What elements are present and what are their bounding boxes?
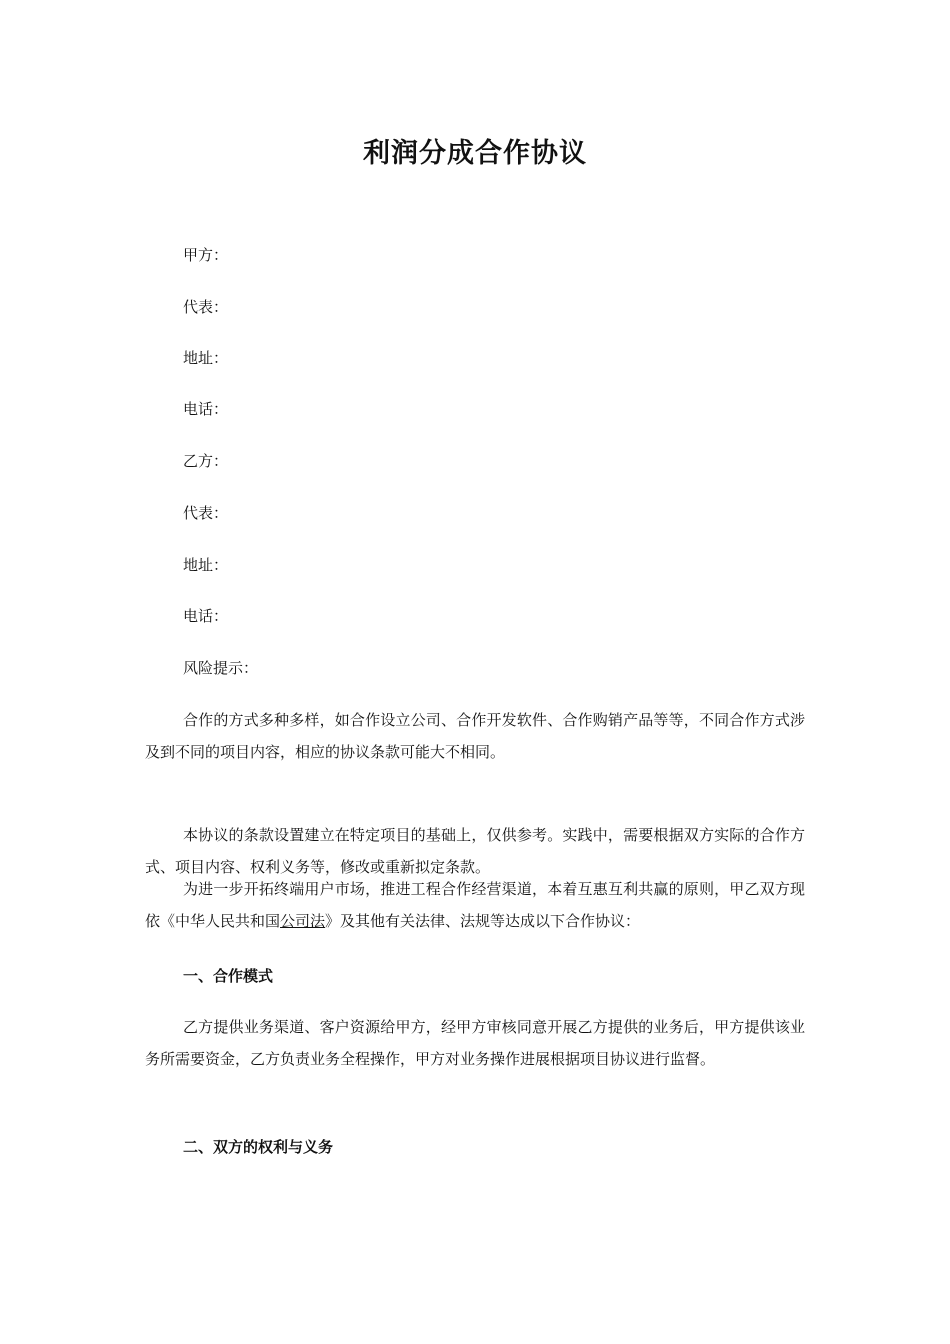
party-a-phone-label: 电话： [183, 400, 229, 418]
party-b-rep-label: 代表： [183, 504, 229, 522]
section-heading-1: 一、合作模式 [183, 967, 274, 985]
intro-paragraph [145, 873, 805, 937]
party-a-rep-label: 代表： [183, 298, 229, 316]
risk-notice-label: 风险提示： [183, 659, 259, 677]
party-a-address-label: 地址： [183, 349, 229, 367]
company-law-link[interactable]: 公司法 [280, 912, 326, 930]
risk-paragraph-1: 合作的方式多种多样，如合作设立公司、合作开发软件、合作购销产品等等，不同合作方式涉及到不同的项目内容，相应的协议条款可能大不相同。 [145, 711, 805, 761]
section-heading-2: 二、双方的权利与义务 [183, 1138, 334, 1156]
section-1-body: 乙方提供业务渠道、客户资源给甲方，经甲方审核同意开展乙方提供的业务后，甲方提供该业务所需要资金，乙方负责业务全程操作，甲方对业务操作进展根据项目协议进行监督。 [145, 1018, 805, 1068]
party-a-name-label: 甲方： [183, 246, 229, 264]
party-b-name-label: 乙方： [183, 452, 229, 470]
intro-text-before: 为进一步开拓终端用户市场，推进工程合作经营渠道，本着互惠互利共赢的原则，甲乙双方现依《中华人民共和国 [145, 880, 805, 930]
intro-text-after: 》及其他有关法律、法规等达成以下合作协议： [325, 912, 641, 930]
risk-paragraph-2: 本协议的条款设置建立在特定项目的基础上，仅供参考。实践中，需要根据双方实际的合作方式、项目内容、权利义务等，修改或重新拟定条款。 [145, 826, 805, 876]
party-b-address-label: 地址： [183, 556, 229, 574]
document-title: 利润分成合作协议 [363, 138, 587, 169]
party-b-phone-label: 电话： [183, 607, 229, 625]
